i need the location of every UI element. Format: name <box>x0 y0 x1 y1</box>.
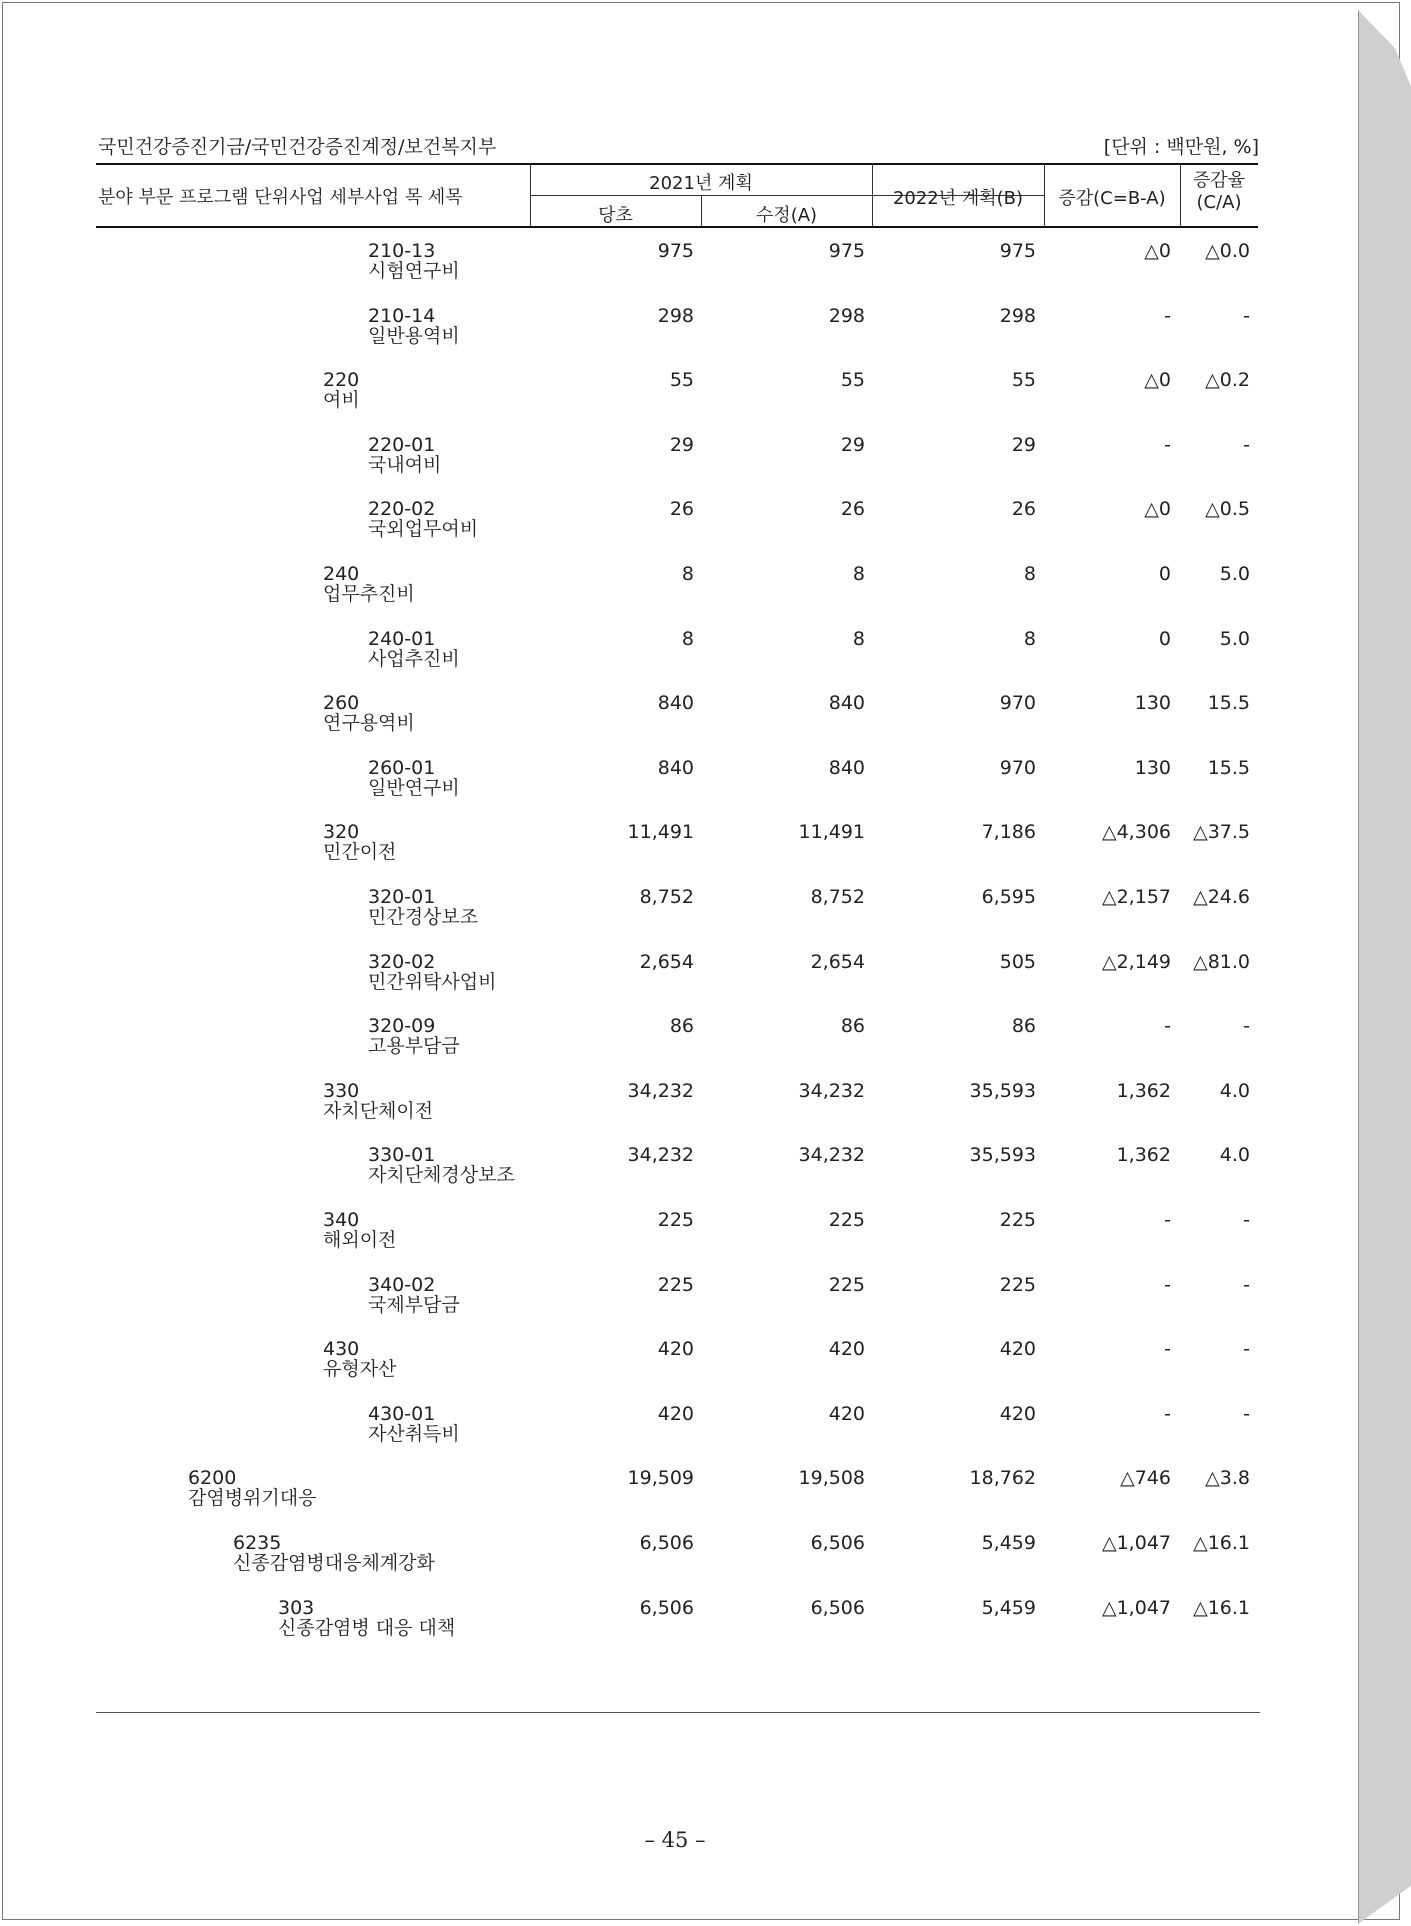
item-name: 국제부담금 <box>368 1293 460 1316</box>
change-amount: - <box>1164 1209 1171 1231</box>
original-amount: 840 <box>657 756 694 779</box>
plan-2022-amount: 55 <box>1011 369 1036 392</box>
revised-amount: 6,506 <box>810 1532 865 1554</box>
item-code: 220-02 <box>368 498 436 521</box>
revised-amount: 2,654 <box>810 950 865 973</box>
plan-2022-amount: 8 <box>1023 627 1036 650</box>
page-number: – 45 – <box>644 1828 706 1852</box>
plan-2022-amount: 225 <box>999 1209 1036 1231</box>
original-amount: 225 <box>657 1209 694 1231</box>
revised-amount: 420 <box>828 1338 865 1361</box>
plan-2022-amount: 86 <box>1011 1015 1036 1038</box>
table-row <box>0 370 1411 434</box>
change-rate: 15.5 <box>1207 692 1250 715</box>
change-rate: △16.1 <box>1193 1596 1250 1619</box>
revised-amount: 34,232 <box>798 1144 865 1167</box>
change-amount: △1,047 <box>1101 1532 1171 1554</box>
revised-amount: 225 <box>828 1273 865 1296</box>
item-name: 여비 <box>323 389 360 412</box>
original-amount: 29 <box>669 433 694 456</box>
original-amount: 6,506 <box>639 1596 694 1619</box>
original-amount: 19,509 <box>627 1467 694 1490</box>
item-code: 210-14 <box>368 304 436 327</box>
item-code: 6200 <box>188 1467 237 1490</box>
plan-2022-amount: 18,762 <box>969 1467 1036 1490</box>
change-rate: △3.8 <box>1205 1467 1250 1490</box>
item-name: 업무추진비 <box>323 583 415 605</box>
table-row <box>0 693 1411 757</box>
revised-amount: 840 <box>828 692 865 715</box>
original-amount: 34,232 <box>627 1079 694 1102</box>
change-amount: 0 <box>1158 627 1171 650</box>
original-amount: 975 <box>657 240 694 262</box>
item-code: 303 <box>278 1596 315 1619</box>
change-rate: - <box>1243 1273 1250 1296</box>
original-amount: 8 <box>681 627 694 650</box>
item-name: 해외이전 <box>323 1229 397 1251</box>
change-rate: △0.5 <box>1205 498 1250 521</box>
item-name: 국외업무여비 <box>368 518 479 541</box>
original-amount: 420 <box>657 1338 694 1361</box>
item-name: 자치단체경상보조 <box>368 1164 515 1187</box>
plan-2022-amount: 505 <box>999 950 1036 973</box>
plan-2022-amount: 420 <box>999 1402 1036 1425</box>
item-code: 320-09 <box>368 1015 436 1038</box>
change-rate: 5.0 <box>1219 563 1250 585</box>
item-code: 430-01 <box>368 1402 436 1425</box>
revised-amount: 26 <box>840 498 865 521</box>
item-code: 240 <box>323 563 360 585</box>
table-row <box>0 758 1411 822</box>
item-name: 자산취득비 <box>368 1422 460 1445</box>
plan-2022-amount: 7,186 <box>981 821 1036 844</box>
change-rate: - <box>1243 1402 1250 1425</box>
item-name: 고용부담금 <box>368 1035 460 1058</box>
column-header-classification: 분야 부문 프로그램 단위사업 세부사업 목 세목 <box>98 187 463 208</box>
plan-2022-amount: 970 <box>999 692 1036 715</box>
original-amount: 11,491 <box>627 821 694 844</box>
table-row <box>0 887 1411 951</box>
column-header-original: 당초 <box>598 205 633 226</box>
table-row <box>0 241 1411 305</box>
footer-rule <box>96 1712 1260 1713</box>
item-name: 감염병위기대응 <box>188 1487 317 1510</box>
change-rate: △37.5 <box>1193 821 1250 844</box>
change-amount: - <box>1164 433 1171 456</box>
item-code: 330 <box>323 1079 360 1102</box>
change-rate: - <box>1243 1015 1250 1038</box>
change-rate: - <box>1243 1209 1250 1231</box>
change-amount: 1,362 <box>1116 1079 1171 1102</box>
item-code: 220-01 <box>368 433 436 456</box>
table-row <box>0 1339 1411 1403</box>
column-header-plan-2021: 2021년 계획 <box>649 173 753 194</box>
change-rate: △81.0 <box>1193 950 1250 973</box>
item-code: 260-01 <box>368 756 436 779</box>
header-top-rule <box>96 163 1258 165</box>
table-row <box>0 564 1411 628</box>
column-header-rate: 증감율 (C/A) <box>1192 170 1246 213</box>
item-name: 시험연구비 <box>368 260 460 282</box>
original-amount: 6,506 <box>639 1532 694 1554</box>
item-code: 330-01 <box>368 1144 436 1167</box>
revised-amount: 55 <box>840 369 865 392</box>
plan-2022-amount: 29 <box>1011 433 1036 456</box>
change-rate: △24.6 <box>1193 886 1250 908</box>
table-row <box>0 1016 1411 1080</box>
change-rate: 4.0 <box>1219 1144 1250 1167</box>
change-rate: 4.0 <box>1219 1079 1250 1102</box>
change-amount: - <box>1164 1338 1171 1361</box>
original-amount: 225 <box>657 1273 694 1296</box>
change-amount: 130 <box>1134 692 1171 715</box>
column-header-revised: 수정(A) <box>755 205 818 226</box>
item-code: 340 <box>323 1209 360 1231</box>
plan-2022-amount: 970 <box>999 756 1036 779</box>
original-amount: 420 <box>657 1402 694 1425</box>
plan-2022-amount: 35,593 <box>969 1079 1036 1102</box>
item-code: 240-01 <box>368 627 436 650</box>
item-name: 신종감염병 대응 대책 <box>278 1616 456 1639</box>
change-amount: △4,306 <box>1101 821 1171 844</box>
change-rate: 5.0 <box>1219 627 1250 650</box>
original-amount: 86 <box>669 1015 694 1038</box>
table-row <box>0 306 1411 370</box>
change-amount: 0 <box>1158 563 1171 585</box>
revised-amount: 8 <box>852 627 865 650</box>
revised-amount: 8,752 <box>810 886 865 908</box>
original-amount: 26 <box>669 498 694 521</box>
item-name: 민간경상보조 <box>368 906 479 928</box>
item-code: 340-02 <box>368 1273 436 1296</box>
table-title: 국민건강증진기금/국민건강증진계정/보건복지부 <box>98 136 497 158</box>
revised-amount: 19,508 <box>798 1467 865 1490</box>
table-row <box>0 1210 1411 1274</box>
table-row <box>0 1404 1411 1468</box>
original-amount: 2,654 <box>639 950 694 973</box>
original-amount: 8 <box>681 563 694 585</box>
table-row <box>0 952 1411 1016</box>
original-amount: 34,232 <box>627 1144 694 1167</box>
item-name: 자치단체이전 <box>323 1099 434 1122</box>
change-amount: △0 <box>1144 369 1171 392</box>
change-amount: - <box>1164 304 1171 327</box>
change-amount: △1,047 <box>1101 1596 1171 1619</box>
change-rate: - <box>1243 433 1250 456</box>
table-row <box>0 1533 1411 1597</box>
item-code: 260 <box>323 692 360 715</box>
item-code: 430 <box>323 1338 360 1361</box>
item-name: 사업추진비 <box>368 647 460 670</box>
change-amount: △2,157 <box>1101 886 1171 908</box>
revised-amount: 6,506 <box>810 1596 865 1619</box>
item-name: 민간위탁사업비 <box>368 970 497 993</box>
table-row <box>0 1468 1411 1532</box>
change-amount: △0 <box>1144 498 1171 521</box>
revised-amount: 225 <box>828 1209 865 1231</box>
plan-2022-amount: 298 <box>999 304 1036 327</box>
item-code: 210-13 <box>368 240 436 262</box>
revised-amount: 34,232 <box>798 1079 865 1102</box>
change-amount: 1,362 <box>1116 1144 1171 1167</box>
original-amount: 8,752 <box>639 886 694 908</box>
change-amount: △746 <box>1120 1467 1171 1490</box>
change-rate: - <box>1243 304 1250 327</box>
column-header-change: 증감(C=B-A) <box>1058 188 1166 209</box>
table-row <box>0 822 1411 886</box>
change-rate: 15.5 <box>1207 756 1250 779</box>
revised-amount: 420 <box>828 1402 865 1425</box>
item-name: 유형자산 <box>323 1358 397 1381</box>
table-row <box>0 629 1411 693</box>
change-rate: △16.1 <box>1193 1532 1250 1554</box>
plan-2022-amount: 5,459 <box>981 1532 1036 1554</box>
column-header-plan-2022: 2022년 계획(B) <box>892 188 1024 209</box>
change-rate: - <box>1243 1338 1250 1361</box>
item-name: 일반연구비 <box>368 776 460 799</box>
item-code: 6235 <box>233 1532 282 1554</box>
table-row <box>0 1598 1411 1662</box>
revised-amount: 11,491 <box>798 821 865 844</box>
original-amount: 298 <box>657 304 694 327</box>
plan-2022-amount: 8 <box>1023 563 1036 585</box>
item-code: 320-02 <box>368 950 436 973</box>
item-name: 민간이전 <box>323 841 397 864</box>
item-code: 320 <box>323 821 360 844</box>
plan-2022-amount: 5,459 <box>981 1596 1036 1619</box>
revised-amount: 975 <box>828 240 865 262</box>
change-amount: - <box>1164 1015 1171 1038</box>
table-row <box>0 499 1411 563</box>
plan-2022-amount: 26 <box>1011 498 1036 521</box>
plan-2022-amount: 6,595 <box>981 886 1036 908</box>
table-row <box>0 1081 1411 1145</box>
change-amount: △0 <box>1144 240 1171 262</box>
item-code: 320-01 <box>368 886 436 908</box>
revised-amount: 8 <box>852 563 865 585</box>
change-rate: △0.2 <box>1205 369 1250 392</box>
change-rate: △0.0 <box>1205 240 1250 262</box>
change-amount: △2,149 <box>1101 950 1171 973</box>
original-amount: 840 <box>657 692 694 715</box>
unit-label: [단위 : 백만원, %] <box>1103 136 1259 158</box>
original-amount: 55 <box>669 369 694 392</box>
revised-amount: 29 <box>840 433 865 456</box>
revised-amount: 840 <box>828 756 865 779</box>
item-name: 국내여비 <box>368 453 442 476</box>
item-code: 220 <box>323 369 360 392</box>
table-row <box>0 1275 1411 1339</box>
revised-amount: 298 <box>828 304 865 327</box>
plan-2022-amount: 225 <box>999 1273 1036 1296</box>
plan-2022-amount: 420 <box>999 1338 1036 1361</box>
table-row <box>0 1145 1411 1209</box>
plan-2022-amount: 35,593 <box>969 1144 1036 1167</box>
item-name: 일반용역비 <box>368 324 460 347</box>
change-amount: - <box>1164 1273 1171 1296</box>
item-name: 연구용역비 <box>323 712 415 735</box>
change-amount: 130 <box>1134 756 1171 779</box>
item-name: 신종감염병대응체계강화 <box>233 1552 435 1574</box>
revised-amount: 86 <box>840 1015 865 1038</box>
plan-2022-amount: 975 <box>999 240 1036 262</box>
change-amount: - <box>1164 1402 1171 1425</box>
table-row <box>0 435 1411 499</box>
